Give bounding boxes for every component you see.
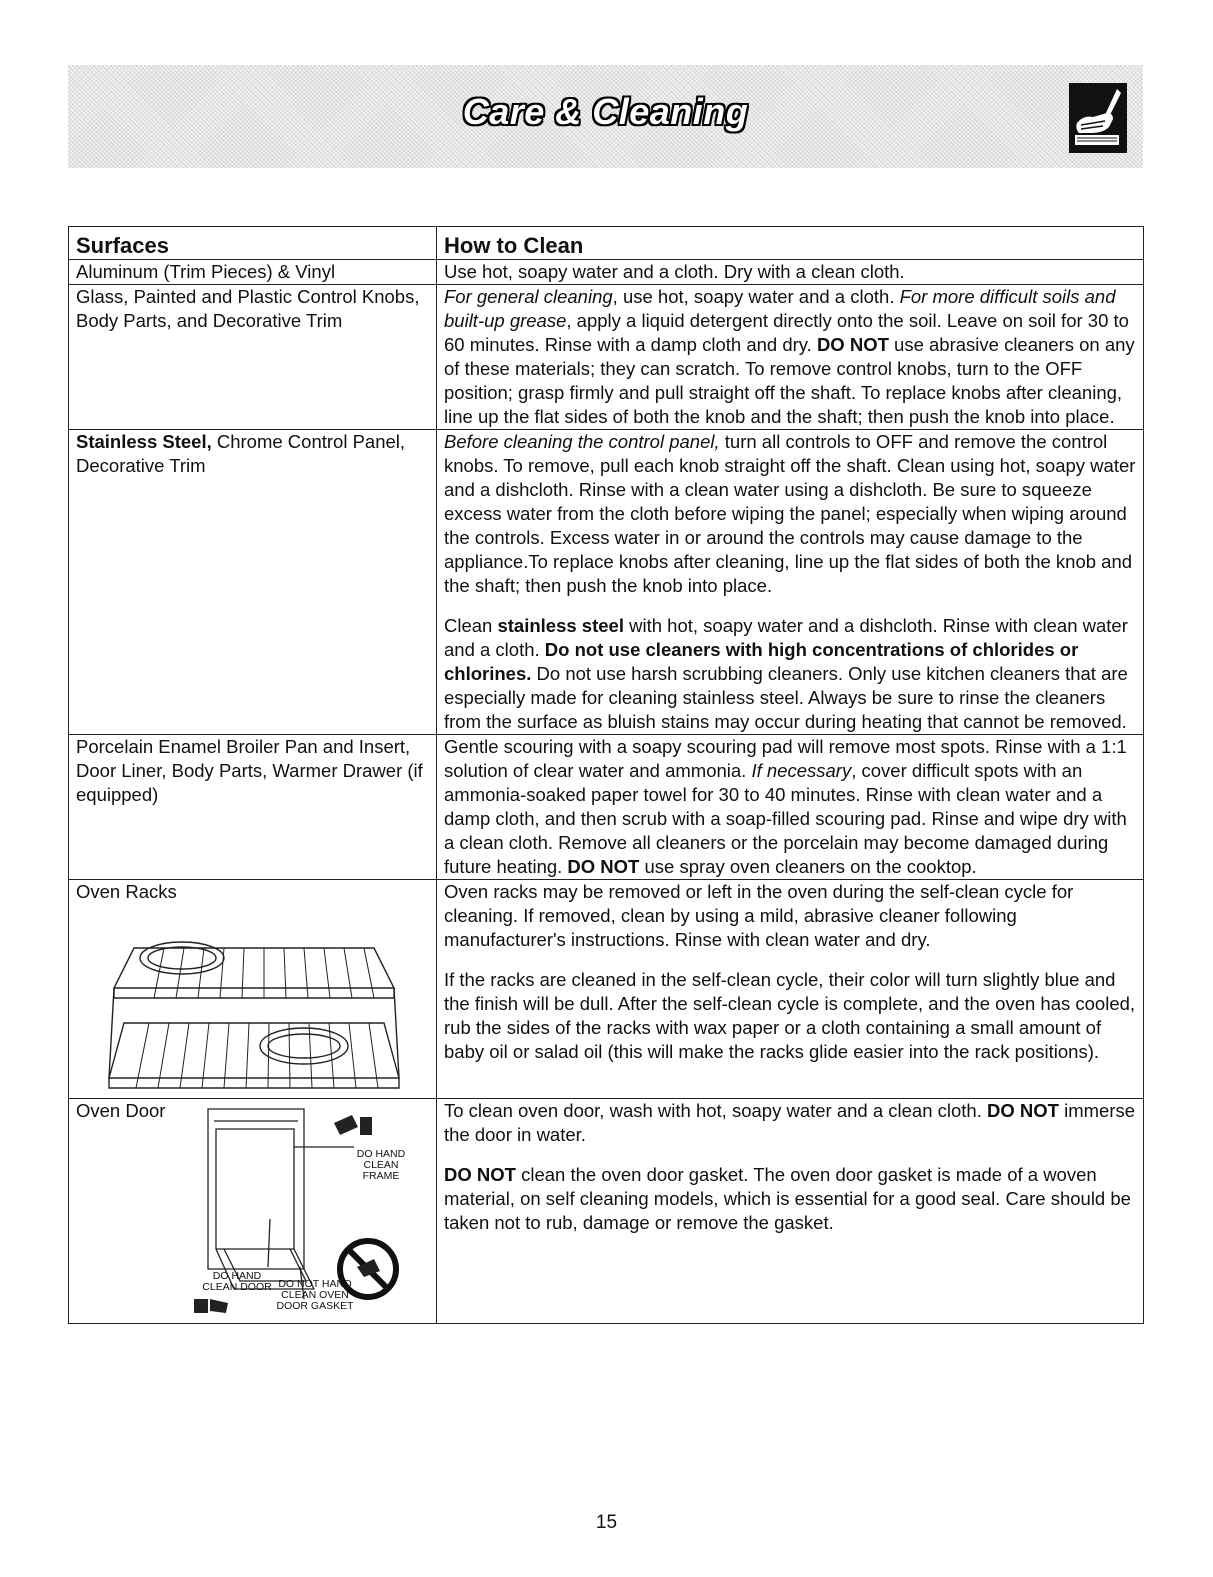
surface-cell: Stainless Steel, Chrome Control Panel, Decorative Trim: [69, 430, 437, 735]
page-title: Care & Cleaning: [462, 91, 749, 132]
header-banner: [68, 65, 1143, 168]
how-cell: To clean oven door, wash with hot, soapy water and a clean cloth. DO NOT immerse the door in water. DO NOT clean the oven door gasket. The oven door gasket is made of a woven material, on self cleaning models, which is essential for a good seal. Care should be taken not to rub, damage or remove the gasket.: [437, 1099, 1144, 1324]
table-row: [69, 430, 1144, 735]
surface-cell: Porcelain Enamel Broiler Pan and Insert, Door Liner, Body Parts, Warmer Drawer (if equipped): [69, 735, 437, 880]
how-cell: Before cleaning the control panel, turn all controls to OFF and remove the control knobs. To remove, pull each knob straight off the shaft. Clean using hot, soapy water and a dishcloth. Rinse with a clean water using a dishcloth. Be sure to squeeze excess water from the cloth before wiping the panel; especially when wiping around the controls. Excess water in or around the controls may cause damage to the appliance.To replace knobs after cleaning, line up the flat sides of both the knob and the shaft; then push the knob into place. Clean stainless steel with hot, soapy water and a dishcloth. Rinse with clean water and a cloth. Do not use cleaners with high concentrations of chlorides or chlorines. Do not use harsh scrubbing cleaners. Only use kitchen cleaners that are especially made for cleaning stainless steel. Always be sure to rinse the cleaners from the surface as bluish stains may occur during heating that cannot be removed.: [437, 430, 1144, 735]
surface-cell: Aluminum (Trim Pieces) & Vinyl: [69, 260, 437, 285]
table-row: [69, 285, 1144, 430]
table-row: [69, 260, 1144, 285]
label-hand-clean-frame: DO HAND CLEAN FRAME: [356, 1148, 406, 1182]
label-do-not-clean-gasket: DO NOT HAND CLEAN OVEN DOOR GASKET: [276, 1278, 354, 1312]
surface-cell: Oven Door DO HAND CLEAN FRAME DO HAND CLEAN DOOR DO NOT HAND CLEAN OVEN DOOR GASKET: [69, 1099, 437, 1324]
table-row: [69, 880, 1144, 1099]
col-header-surfaces: Surfaces: [69, 227, 437, 260]
table-row: [69, 735, 1144, 880]
care-table: [68, 226, 1144, 1324]
surface-cell: Glass, Painted and Plastic Control Knobs, Body Parts, and Decorative Trim: [69, 285, 437, 430]
cleaning-hand-icon: [1069, 83, 1127, 153]
table-row: [69, 1099, 1144, 1324]
oven-racks-illustration: [104, 928, 404, 1098]
col-header-how-to-clean: How to Clean: [437, 227, 1144, 260]
page-number: 15: [595, 1512, 618, 1533]
how-cell: Gentle scouring with a soapy scouring pad will remove most spots. Rinse with a 1:1 solution of clear water and ammonia. If necessary, cover difficult spots with an ammonia-soaked paper towel for 30 to 40 minutes. Rinse with clean water and a damp cloth, and then scrub with a soap-filled scouring pad. Rinse and wipe dry with a clean cloth. Remove all cleaners or the porcelain may become damaged during future heating. DO NOT use spray oven cleaners on the cooktop.: [437, 735, 1144, 880]
label-hand-clean-door: DO HAND CLEAN DOOR: [202, 1270, 272, 1293]
how-cell: For general cleaning, use hot, soapy water and a cloth. For more difficult soils and built-up grease, apply a liquid detergent directly onto the soil. Leave on soil for 30 to 60 minutes. Rinse with a damp cloth and dry. DO NOT use abrasive cleaners on any of these materials; they can scratch. To remove control knobs, turn to the OFF position; grasp firmly and pull straight off the shaft. To replace knobs after cleaning, line up the flat sides of both the knob and the shaft; then push the knob into place.: [437, 285, 1144, 430]
how-cell: Oven racks may be removed or left in the oven during the self-clean cycle for cleaning. If removed, clean by using a mild, abrasive cleaner following manufacturer's instructions. Rinse with clean water and dry. If the racks are cleaned in the self-clean cycle, their color will turn slightly blue and the finish will be dull. After the self-clean cycle is complete, and the oven has cooled, rub the sides of the racks with wax paper or a cloth containing a small amount of baby oil or salad oil (this will make the racks glide easier into the rack positions).: [437, 880, 1144, 1099]
how-cell: Use hot, soapy water and a cloth. Dry with a clean cloth.: [437, 260, 1144, 285]
surface-cell: Oven Racks: [69, 880, 437, 1099]
